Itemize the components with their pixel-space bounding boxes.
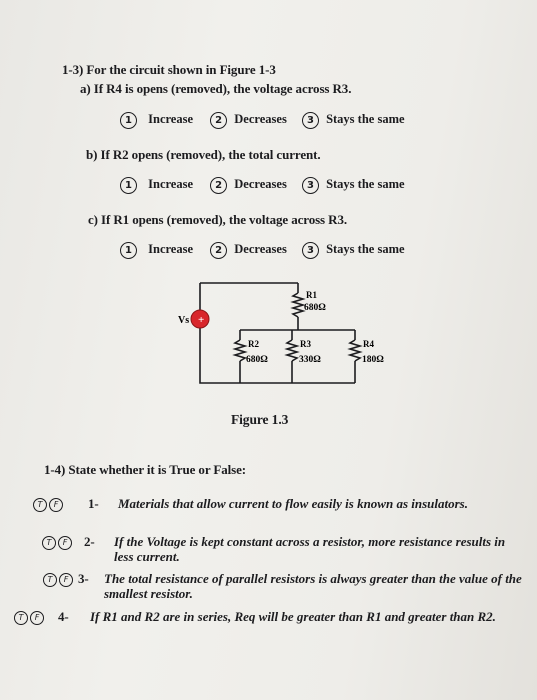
tf-item-3-number: 3- — [78, 571, 89, 586]
tf-item-2-marks — [42, 534, 72, 552]
r1-name: R1 — [306, 290, 317, 300]
tf-item-4-marks — [14, 609, 44, 627]
r1-value: 680Ω — [304, 303, 326, 313]
option-number-circle: 2 — [210, 112, 227, 129]
r4-value: 180Ω — [362, 355, 384, 365]
option-number-circle: 3 — [302, 242, 319, 259]
r3-zigzag — [287, 340, 297, 361]
circuit-diagram — [180, 275, 400, 395]
tf-item-3-text: The total resistance of parallel resistors is always greater than the value of the smallest resistor. — [104, 571, 522, 601]
part-a-option-2[interactable]: 2 Decreases — [210, 112, 290, 126]
r3-name: R3 — [300, 339, 311, 349]
r2-zigzag — [235, 340, 245, 361]
part-c-option-3[interactable]: 3 Stays the same — [302, 242, 405, 256]
question-1-4-header: 1-4) State whether it is True or False: — [44, 462, 247, 477]
option-number-circle: 3 — [302, 177, 319, 194]
option-number-circle: 2 — [210, 242, 227, 259]
question-1-3-header: 1-3) For the circuit shown in Figure 1-3 — [62, 62, 276, 77]
option-number-circle: 1 — [120, 177, 137, 194]
part-b-options — [120, 177, 405, 194]
part-a-option-3[interactable]: 3 Stays the same — [302, 112, 405, 126]
r1-zigzag — [293, 293, 303, 317]
tf-item-1-marks — [33, 496, 63, 514]
part-b-option-3[interactable]: 3 Stays the same — [302, 177, 405, 191]
part-c-options — [120, 242, 405, 259]
r4-name: R4 — [363, 339, 374, 349]
option-number-circle: 1 — [120, 242, 137, 259]
top-wire — [200, 283, 298, 293]
part-a-option-1[interactable]: 1 Increase — [120, 112, 196, 126]
false-mark-circle[interactable]: F — [58, 536, 72, 550]
part-b-option-2[interactable]: 2 Decreases — [210, 177, 290, 191]
source-label: Vs — [178, 315, 190, 326]
figure-caption: Figure 1.3 — [231, 412, 289, 427]
false-mark-circle[interactable]: F — [49, 498, 63, 512]
part-a-options — [120, 112, 405, 129]
true-mark-circle[interactable]: T — [42, 536, 56, 550]
svg-text:+: + — [198, 314, 205, 326]
r2-name: R2 — [248, 339, 259, 349]
r2-value: 680Ω — [246, 355, 268, 365]
bottom-wire — [200, 327, 355, 383]
part-c-option-2[interactable]: 2 Decreases — [210, 242, 290, 256]
part-b-label: b) If R2 opens (removed), the total current. — [86, 147, 321, 162]
part-c-option-1[interactable]: 1 Increase — [120, 242, 196, 256]
option-number-circle: 1 — [120, 112, 137, 129]
false-mark-circle[interactable]: F — [59, 573, 73, 587]
tf-item-4-number: 4- — [58, 609, 69, 624]
tf-item-1-number: 1- — [88, 496, 99, 511]
tf-item-2-text: If the Voltage is kept constant across a resistor, more resistance results in less current. — [114, 534, 506, 564]
tf-item-2-number: 2- — [84, 534, 95, 549]
option-number-circle: 3 — [302, 112, 319, 129]
tf-item-4-text: If R1 and R2 are in series, Req will be greater than R1 and greater than R2. — [90, 609, 496, 624]
true-mark-circle[interactable]: T — [33, 498, 47, 512]
option-number-circle: 2 — [210, 177, 227, 194]
tf-item-1-text: Materials that allow current to flow easily is known as insulators. — [118, 496, 468, 511]
true-mark-circle[interactable]: T — [14, 611, 28, 625]
r3-value: 330Ω — [299, 355, 321, 365]
part-c-label: c) If R1 opens (removed), the voltage across R3. — [88, 212, 348, 227]
part-a-label: a) If R4 is opens (removed), the voltage across R3. — [80, 81, 352, 96]
false-mark-circle[interactable]: F — [30, 611, 44, 625]
true-mark-circle[interactable]: T — [43, 573, 57, 587]
r4-zigzag — [350, 340, 360, 361]
tf-item-3-marks — [43, 571, 73, 589]
part-b-option-1[interactable]: 1 Increase — [120, 177, 196, 191]
